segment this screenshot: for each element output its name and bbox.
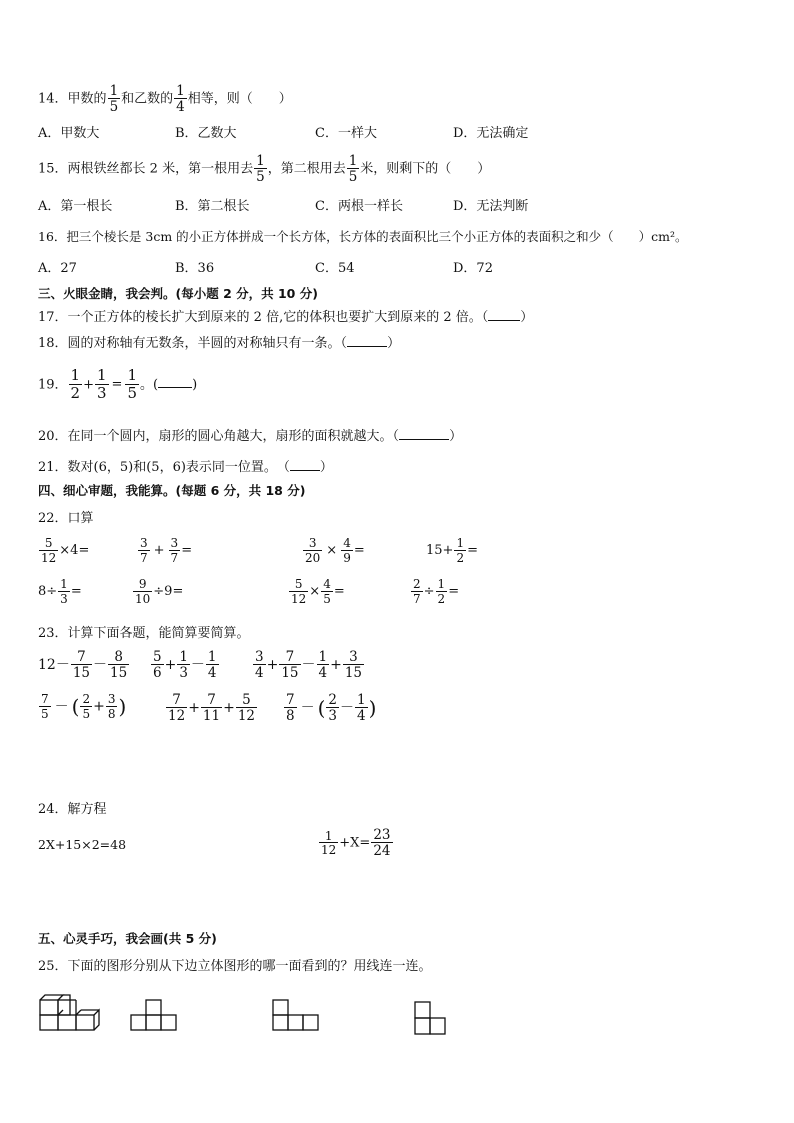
left-paren: ( (71, 694, 80, 719)
denominator: 24 (373, 843, 391, 860)
q17-close: ） (520, 310, 534, 325)
q22-item-5 (38, 578, 82, 605)
operator: － (300, 700, 315, 717)
fraction (289, 578, 308, 605)
fraction (253, 650, 266, 680)
q15-number: 15． (38, 161, 68, 177)
expression-tail: = (333, 584, 345, 600)
fraction (138, 537, 150, 564)
denominator: 7 (413, 591, 421, 606)
denominator: 5 (82, 706, 91, 721)
q15-text-3: 米，则剩下的（ ） (360, 161, 491, 177)
denominator: 12 (168, 708, 186, 725)
numerator: 5 (294, 577, 303, 591)
denominator: 2 (70, 383, 81, 402)
fraction (319, 830, 338, 857)
denominator: 6 (153, 665, 162, 682)
numerator: 1 (318, 649, 328, 665)
operator: + (164, 657, 177, 674)
q21-close: ） (319, 460, 333, 475)
q14-option-a[interactable]: A．甲数大 (38, 126, 100, 141)
question-20 (38, 428, 462, 443)
q16-option-d[interactable]: D．72 (453, 261, 493, 276)
q14-option-d[interactable]: D．无法确定 (453, 126, 529, 141)
q14-text-2: 和乙数的 (121, 91, 174, 107)
numerator: 1 (109, 83, 119, 99)
operator: － (190, 657, 205, 674)
denominator: 8 (107, 706, 116, 721)
q18-close: ） (387, 336, 401, 351)
q14-option-c[interactable]: C．一样大 (315, 126, 377, 141)
numerator: 5 (153, 649, 162, 665)
expression-tail: ÷9= (153, 584, 184, 600)
expression-prefix: 15+ (426, 543, 454, 559)
numerator: 3 (140, 536, 148, 550)
expression-tail: = (448, 584, 460, 600)
q15-option-a[interactable]: A．第一根长 (38, 199, 113, 214)
fraction (321, 578, 333, 605)
q16-option-c[interactable]: C．54 (315, 261, 355, 276)
numerator: 1 (207, 649, 217, 665)
q20-text: 20．在同一个圆内，扇形的圆心角越大，扇形的面积就越大。 (38, 429, 393, 444)
q22-item-4 (426, 537, 478, 564)
fraction (341, 537, 353, 564)
operator: + (266, 657, 279, 674)
fraction (39, 537, 58, 564)
expression-prefix: 8÷ (38, 584, 58, 600)
fraction (343, 650, 364, 680)
numerator: 1 (127, 366, 137, 384)
denominator: 12 (321, 843, 337, 858)
q24-title: 24．解方程 (38, 802, 107, 817)
q24-equation-1: 2X+15×2=48 (38, 837, 127, 852)
q22-item-6 (132, 578, 183, 605)
operator: + (93, 698, 105, 715)
fraction (133, 578, 152, 605)
numerator: 1 (357, 692, 366, 708)
q14-number: 14． (38, 91, 68, 107)
q23-expression-4 (38, 693, 126, 720)
denominator: 5 (348, 169, 358, 186)
fraction (317, 650, 330, 680)
q15-option-d[interactable]: D．无法判断 (453, 199, 529, 214)
numerator: 7 (286, 692, 295, 708)
operator: + (223, 700, 235, 717)
denominator: 15 (344, 665, 363, 682)
q19-tail: 。( (140, 377, 159, 393)
solid-figure (38, 993, 102, 1033)
q22-item-2 (137, 537, 192, 564)
operator: ÷ (423, 584, 435, 600)
q15-text-2: ，第二根用去 (267, 161, 346, 177)
numerator: 7 (172, 692, 181, 708)
q19-fraction-2 (95, 368, 109, 402)
fraction (236, 693, 257, 723)
question-15 (38, 154, 490, 184)
right-paren: ) (368, 696, 377, 721)
expression-prefix: 12－ (38, 657, 70, 674)
operator: － (54, 698, 69, 715)
denominator: 5 (256, 169, 265, 186)
operator: × (309, 584, 321, 600)
numerator: 1 (456, 536, 465, 550)
fraction (106, 693, 118, 720)
question-18 (38, 335, 400, 350)
denominator: 15 (72, 665, 91, 682)
numerator: 5 (44, 536, 53, 550)
q22-title: 22．口算 (38, 511, 94, 526)
q18-text: 18．圆的对称轴有无数条，半圆的对称轴只有一条。 (38, 336, 341, 351)
numerator: 3 (107, 692, 116, 706)
numerator: 7 (207, 692, 216, 708)
numerator: 8 (114, 649, 123, 665)
denominator: 20 (305, 550, 321, 565)
fraction (201, 693, 222, 723)
q16-option-a[interactable]: A．27 (38, 261, 77, 276)
q20-open: （ (392, 429, 400, 444)
denominator: 4 (255, 665, 264, 682)
answer-blank[interactable] (290, 459, 320, 471)
q19-close: ) (192, 377, 198, 393)
q23-expression-1 (38, 650, 130, 680)
operator: + (330, 657, 342, 674)
q23-expression-3 (252, 650, 365, 680)
section-4-heading: 四、细心审题，我能算。(每题 6 分，共 18 分) (38, 483, 306, 498)
section-3-heading: 三、火眼金睛，我会判。(每小题 2 分，共 10 分) (38, 286, 318, 301)
numerator: 4 (343, 536, 351, 550)
numerator: 23 (373, 827, 391, 843)
right-paren: ) (118, 694, 127, 719)
q18-open: （ (340, 336, 348, 351)
numerator: 3 (349, 649, 358, 665)
denominator: 3 (60, 591, 68, 606)
numerator: 1 (324, 828, 333, 843)
fraction (303, 537, 322, 564)
q19-fraction-1 (69, 368, 83, 402)
fraction (177, 650, 190, 680)
q15-option-b[interactable]: B．第二根长 (175, 199, 250, 214)
q14-text-3: 相等，则（ ） (187, 91, 292, 107)
view-shape-2 (272, 998, 320, 1032)
numerator: 7 (41, 692, 49, 706)
q17-open: （ (481, 310, 489, 325)
q21-text: 21．数对(6，5)和(5，6)表示同一位置。 （ (38, 460, 290, 475)
q23-title: 23．计算下面各题，能简算要简算。 (38, 626, 250, 641)
q20-close: ） (449, 429, 463, 444)
fraction (71, 650, 92, 680)
numerator: 1 (256, 153, 265, 169)
q24-equation-2 (318, 828, 394, 858)
answer-blank[interactable] (158, 376, 192, 388)
fraction (39, 693, 51, 720)
fraction (355, 693, 368, 723)
view-shape-1 (130, 998, 178, 1032)
denominator: 4 (207, 665, 217, 682)
fraction (326, 693, 339, 723)
equation-middle: +X= (339, 835, 371, 851)
expression-tail: = (353, 543, 365, 559)
numerator: 4 (323, 577, 331, 591)
q19-number: 19． (38, 377, 68, 393)
section-5-heading: 五、心灵手巧，我会画(共 5 分) (38, 931, 217, 946)
left-paren: ( (317, 696, 326, 721)
fraction (80, 693, 92, 720)
operator: － (340, 700, 354, 717)
denominator: 5 (109, 99, 119, 116)
denominator: 11 (202, 708, 221, 725)
fraction (284, 693, 297, 723)
question-21 (38, 459, 333, 474)
fraction (166, 693, 187, 723)
denominator: 4 (357, 708, 366, 725)
operator: － (301, 657, 316, 674)
question-14 (38, 84, 292, 114)
fraction (371, 828, 392, 858)
numerator: 3 (308, 536, 317, 550)
denominator: 7 (170, 550, 179, 565)
q23-expression-2 (150, 650, 220, 680)
denominator: 2 (456, 550, 465, 565)
denominator: 12 (291, 591, 307, 606)
denominator: 3 (179, 665, 188, 682)
denominator: 15 (110, 665, 128, 682)
q16-option-b[interactable]: B．36 (175, 261, 215, 276)
denominator: 15 (281, 665, 299, 682)
numerator: 7 (77, 649, 86, 665)
operator: + (153, 543, 165, 559)
question-19 (38, 368, 197, 402)
q22-item-1 (38, 537, 89, 564)
fraction (279, 650, 300, 680)
numerator: 1 (70, 366, 81, 384)
equals-sign: = (111, 377, 123, 393)
answer-blank[interactable] (488, 309, 520, 321)
fraction (169, 537, 181, 564)
answer-blank[interactable] (347, 335, 387, 347)
fraction (206, 650, 219, 680)
numerator: 1 (348, 153, 358, 169)
denominator: 3 (97, 383, 107, 402)
plus-sign: + (83, 377, 94, 393)
q23-expression-5 (165, 693, 258, 723)
expression-tail: = (467, 543, 478, 559)
fraction (58, 578, 70, 605)
numerator: 9 (138, 577, 147, 591)
numerator: 2 (328, 692, 337, 708)
denominator: 5 (127, 383, 137, 402)
denominator: 9 (343, 550, 351, 565)
numerator: 1 (60, 577, 68, 591)
fraction (436, 578, 448, 605)
q22-item-8 (410, 578, 459, 605)
q14-fraction-2 (174, 84, 187, 114)
denominator: 12 (237, 708, 256, 725)
question-16: 16．把三个棱长是 3cm 的小正方体拼成一个长方体，长方体的表面积比三个小正方体的表面积之和少（ ）cm²。 (38, 229, 688, 244)
fraction (108, 650, 129, 680)
denominator: 2 (437, 591, 446, 606)
expression-tail: = (70, 584, 82, 600)
fraction (151, 650, 164, 680)
denominator: 3 (328, 708, 337, 725)
denominator: 8 (286, 708, 295, 725)
numerator: 2 (413, 577, 421, 591)
q14-option-b[interactable]: B．乙数大 (175, 126, 237, 141)
numerator: 7 (285, 649, 295, 665)
denominator: 4 (318, 665, 328, 682)
denominator: 5 (41, 706, 49, 721)
denominator: 5 (323, 591, 331, 606)
numerator: 1 (176, 83, 185, 99)
numerator: 1 (437, 577, 446, 591)
denominator: 12 (41, 550, 57, 565)
q14-text-1: 甲数的 (67, 91, 107, 107)
numerator: 1 (179, 649, 188, 665)
numerator: 3 (255, 649, 264, 665)
q17-text: 17．一个正方体的棱长扩大到原来的 2 倍,它的体积也要扩大到原来的 2 倍。 (38, 310, 482, 325)
q19-fraction-3 (125, 368, 139, 402)
operator: × (326, 543, 338, 559)
question-17 (38, 309, 533, 324)
operator: － (93, 657, 108, 674)
expression-tail: ×4= (59, 543, 90, 559)
answer-blank[interactable] (399, 428, 449, 440)
q25-text: 25．下面的图形分别从下边立体图形的哪一面看到的？用线连一连。 (38, 959, 432, 974)
q15-fraction-1 (254, 154, 267, 184)
q14-fraction-1 (108, 84, 121, 114)
q15-option-c[interactable]: C．两根一样长 (315, 199, 403, 214)
numerator: 1 (97, 366, 107, 384)
q15-fraction-2 (347, 154, 360, 184)
denominator: 10 (135, 591, 151, 606)
q22-item-3 (302, 537, 365, 564)
q22-item-7 (288, 578, 345, 605)
expression-tail: = (181, 543, 193, 559)
numerator: 2 (82, 692, 91, 706)
operator: + (188, 700, 200, 717)
q23-expression-6 (283, 693, 376, 723)
fraction (454, 537, 466, 564)
numerator: 3 (170, 536, 179, 550)
view-shape-3 (414, 998, 448, 1038)
fraction (411, 578, 423, 605)
denominator: 7 (140, 550, 148, 565)
q15-text-1: 两根铁丝都长 2 米，第一根用去 (67, 161, 254, 177)
numerator: 5 (242, 692, 251, 708)
denominator: 4 (176, 99, 185, 116)
